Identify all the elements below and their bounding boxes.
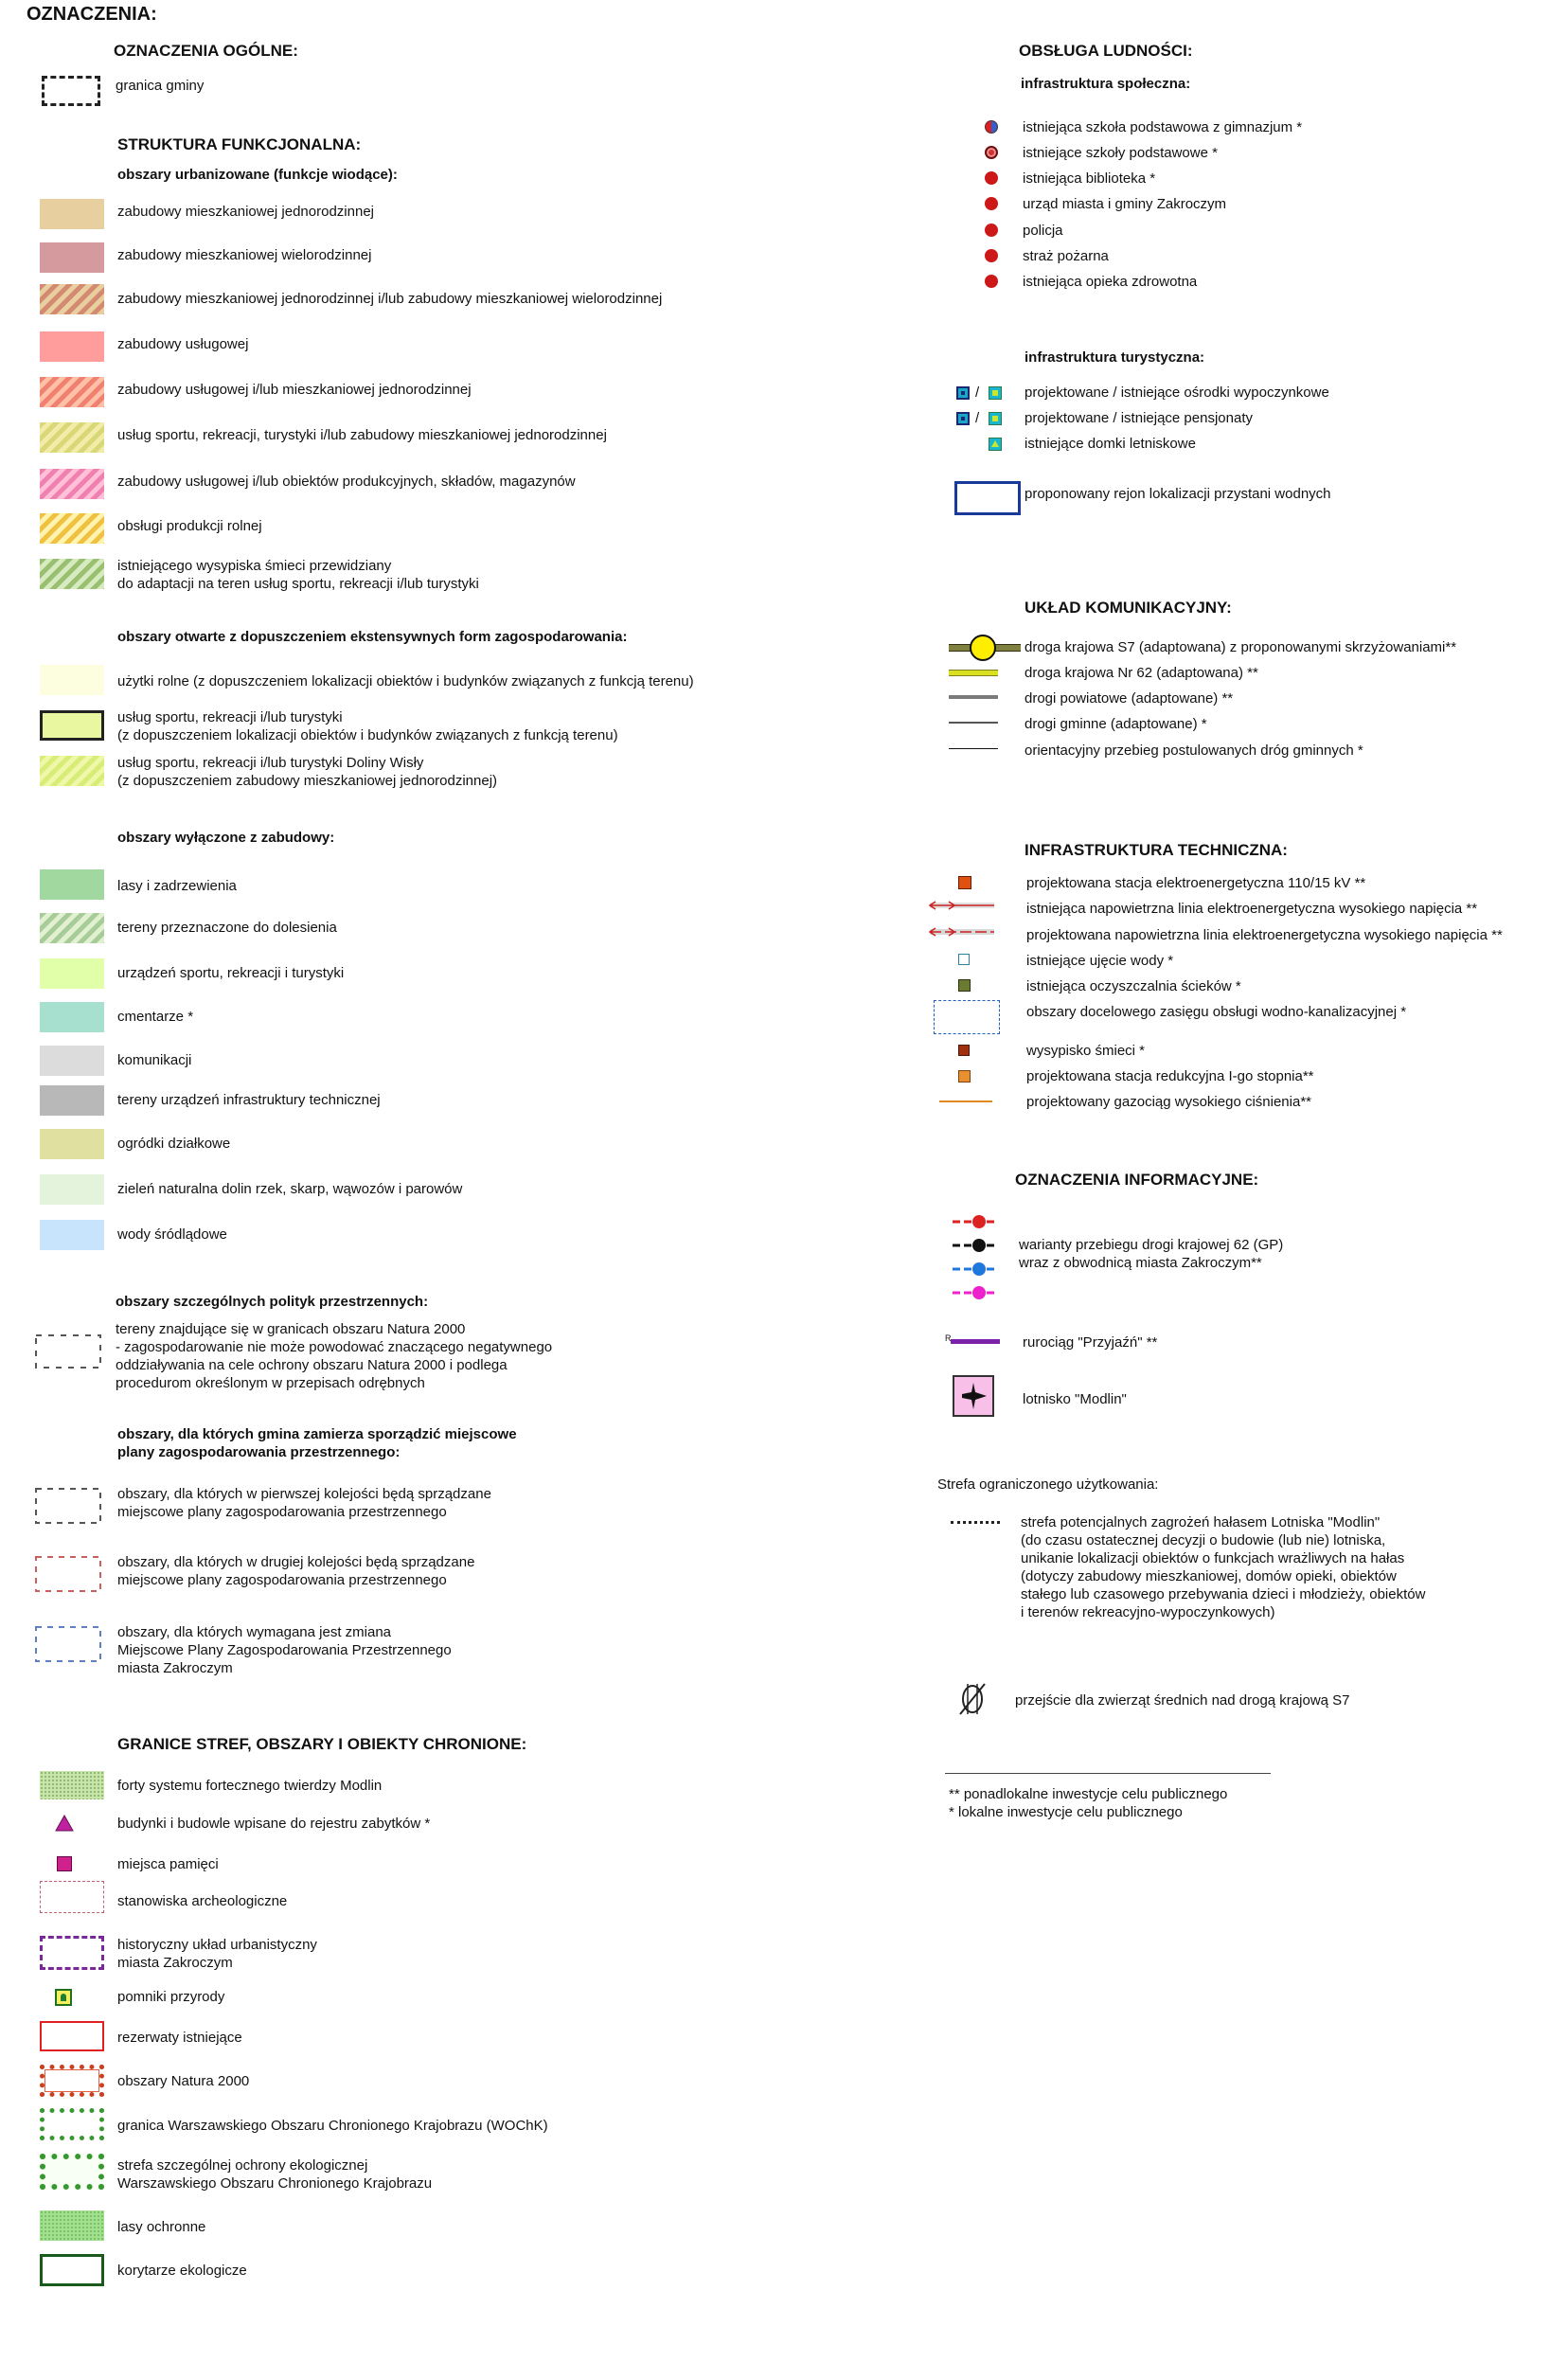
legend-label: droga krajowa S7 (adaptowana) z proponowanymi skrzyżowaniami**: [1025, 639, 1457, 655]
technical-section-title: INFRASTRUKTURA TECHNICZNA:: [1025, 841, 1288, 859]
road-62-variants-icon: [947, 1208, 1004, 1303]
legend-label: istniejąca oczyszczalnia ścieków *: [1026, 978, 1241, 994]
water-intake-icon: [958, 954, 970, 965]
legend-label: istniejąca napowietrzna linia elektroenergetyczna wysokiego napięcia **: [1026, 901, 1478, 917]
school-icon: [985, 146, 998, 159]
legend-label: urząd miasta i gminy Zakroczym: [1023, 196, 1227, 212]
ecological-protection-zone-symbol: [40, 2154, 104, 2190]
marina-area-symbol: [954, 481, 1021, 515]
legend-label: użytki rolne (z dopuszczeniem lokalizacji obiektów i budynków związanych z funkcją terenu): [117, 673, 694, 689]
substation-icon: [958, 876, 971, 889]
legend-label: miejsca pamięci: [117, 1856, 219, 1872]
legend-label: usług sportu, rekreacji, turystyki i/lub zabudowy mieszkaniowej jednorodzinnej: [117, 427, 607, 443]
legend-label: do adaptacji na teren usług sportu, rekreacji i/lub turystyki: [117, 576, 479, 592]
legend-label: droga krajowa Nr 62 (adaptowana) **: [1025, 665, 1258, 681]
restricted-line-4: (dotyczy zabudowy mieszkaniowej, domów opieki, obiektów: [1021, 1568, 1397, 1584]
legend-label: lasy ochronne: [117, 2219, 206, 2235]
legend-swatch: [40, 422, 104, 453]
legend-label: (z dopuszczeniem zabudowy mieszkaniowej jednorodzinnej): [117, 773, 498, 789]
legend-swatch: [40, 665, 104, 695]
plan-area-dashed-symbol: [34, 1625, 102, 1663]
reserve-symbol: [40, 2021, 104, 2051]
junction-icon: [970, 635, 996, 661]
legend-swatch: [40, 710, 104, 741]
legend-label: historyczny układ urbanistyczny: [117, 1937, 317, 1953]
water-sewage-range-symbol: [934, 1000, 1000, 1034]
monument-triangle-icon: [55, 1815, 74, 1832]
legend-label: miejscowe plany zagospodarowania przestrzennego: [117, 1572, 447, 1588]
gas-reduction-station-icon: [958, 1070, 971, 1083]
landfill-icon: [958, 1045, 970, 1056]
animal-crossing-icon: [956, 1680, 989, 1718]
legend-label: miasta Zakroczym: [117, 1955, 233, 1971]
historic-urban-layout-symbol: [40, 1936, 104, 1970]
legend-swatch: [40, 513, 104, 544]
urbanized-subtitle: obszary urbanizowane (funkcje wiodące):: [117, 167, 398, 183]
legend-label: pomniki przyrody: [117, 1989, 225, 2005]
school-gymnasium-icon: [985, 120, 998, 134]
legend-label: forty systemu fortecznego twierdzy Modlin: [117, 1778, 383, 1794]
postulated-road-line: [949, 748, 998, 749]
plans-subtitle-2: plany zagospodarowania przestrzennego:: [117, 1444, 401, 1460]
legend-label: istniejące szkoły podstawowe *: [1023, 145, 1218, 161]
legend-label: Miejscowe Plany Zagospodarowania Przestrzennego: [117, 1642, 452, 1658]
legend-swatch: [40, 469, 104, 499]
legend-label: projektowane / istniejące ośrodki wypoczynkowe: [1025, 385, 1329, 401]
legend-swatch: [40, 958, 104, 989]
district-road-line: [949, 695, 998, 699]
legend-label: wysypisko śmieci *: [1026, 1043, 1146, 1059]
resort-planned-icon: [956, 386, 970, 400]
legend-swatch: [40, 377, 104, 407]
legend-swatch: [40, 1129, 104, 1159]
legend-label: lotnisko "Modlin": [1023, 1391, 1127, 1407]
legend-label: miejscowe plany zagospodarowania przestrzennego: [117, 1504, 447, 1520]
legend-label: zabudowy mieszkaniowej jednorodzinnej i/lub zabudowy mieszkaniowej wielorodzinnej: [117, 291, 663, 307]
legend-label: strefa szczególnej ochrony ekologicznej: [117, 2157, 368, 2174]
legend-label: istniejąca opieka zdrowotna: [1023, 274, 1198, 290]
social-infra-subtitle: infrastruktura społeczna:: [1021, 76, 1191, 92]
legend-label: warianty przebiegu drogi krajowej 62 (GP): [1019, 1237, 1284, 1253]
restricted-line-6: i terenów rekreacyjno-wypoczynkowych): [1021, 1604, 1275, 1620]
police-icon: [985, 224, 998, 237]
legend-swatch: [40, 331, 104, 362]
summer-house-icon: [989, 438, 1002, 451]
legend-label: istniejące domki letniskowe: [1025, 436, 1196, 452]
legend-label: obszary, dla których wymagana jest zmiana: [117, 1624, 392, 1640]
general-section-title: OZNACZENIA OGÓLNE:: [114, 42, 298, 60]
legend-label: usług sportu, rekreacji i/lub turystyki Doliny Wisły: [117, 755, 424, 771]
protective-forest-symbol: [40, 2210, 104, 2241]
legend-label: straż pożarna: [1023, 248, 1109, 264]
legend-label: projektowana stacja redukcyjna I-go stopnia**: [1026, 1068, 1314, 1084]
archaeological-site-symbol: [40, 1881, 104, 1913]
legend-label: obszary, dla których w drugiej kolejości będą sprządzane: [117, 1554, 475, 1570]
open-areas-subtitle: obszary otwarte z dopuszczeniem ekstensywnych form zagospodarowania:: [117, 629, 628, 645]
legend-label: policja: [1023, 223, 1063, 239]
legend-label: zabudowy mieszkaniowej jednorodzinnej: [117, 204, 374, 220]
fire-station-icon: [985, 249, 998, 262]
legend-label: ogródki działkowe: [117, 1136, 231, 1152]
natura-area-dashed-symbol: [34, 1333, 102, 1369]
legend-label: istniejące ujęcie wody *: [1026, 953, 1174, 969]
restricted-line-2: (do czasu ostatecznej decyzji o budowie (lub nie) lotniska,: [1021, 1532, 1386, 1548]
legend-swatch: [40, 242, 104, 273]
legend-title: OZNACZENIA:: [27, 4, 157, 25]
legend-label: urządzeń sportu, rekreacji i turystyki: [117, 965, 345, 981]
legend-label: wraz z obwodnicą miasta Zakroczym**: [1019, 1255, 1262, 1271]
services-section-title: OBSŁUGA LUDNOŚCI:: [1019, 42, 1193, 60]
legend-label: komunikacji: [117, 1052, 192, 1068]
legend-label: zabudowy mieszkaniowej wielorodzinnej: [117, 247, 372, 263]
legend-label: usług sportu, rekreacji i/lub turystyki: [117, 709, 343, 725]
noise-zone-line: [951, 1521, 1000, 1527]
legend-label: zabudowy usługowej i/lub mieszkaniowej jednorodzinnej: [117, 382, 472, 398]
legend-label: przejście dla zwierząt średnich nad drogą krajową S7: [1015, 1692, 1350, 1709]
existing-power-line-icon: [928, 898, 996, 913]
nature-monument-icon: [55, 1989, 72, 2006]
natura2000-symbol: [40, 2065, 104, 2097]
legend-label: orientacyjny przebieg postulowanych dróg gminnych *: [1025, 743, 1363, 759]
legend-label: projektowana stacja elektroenergetyczna 110/15 kV **: [1026, 875, 1366, 891]
legend-label: granica Warszawskiego Obszaru Chronionego Krajobrazu (WOChK): [117, 2118, 548, 2134]
legend-label: obszary Natura 2000: [117, 2073, 250, 2089]
restricted-line-3: unikanie lokalizacji obiektów o funkcjach wrażliwych na hałas: [1021, 1550, 1405, 1566]
legend-label: miasta Zakroczym: [117, 1660, 233, 1676]
municipality-border-symbol: [42, 76, 100, 106]
legend-swatch: [40, 869, 104, 900]
policies-subtitle: obszary szczególnych polityk przestrzennych:: [116, 1294, 429, 1310]
info-section-title: OZNACZENIA INFORMACYJNE:: [1015, 1171, 1259, 1189]
legend-label: istniejąca szkoła podstawowa z gimnazjum *: [1023, 119, 1303, 135]
legend-swatch: [40, 1002, 104, 1032]
healthcare-icon: [985, 275, 998, 288]
legend-swatch: [40, 756, 104, 786]
plan-area-dashed-symbol: [34, 1487, 102, 1525]
planned-power-line-icon: [928, 924, 996, 939]
plan-area-dashed-symbol: [34, 1555, 102, 1593]
airport-icon: [953, 1375, 994, 1417]
legend-label: obszary docelowego zasięgu obsługi wodno-kanalizacyjnej *: [1026, 1004, 1407, 1020]
legend-label: obszary, dla których w pierwszej kolejości będą sprządzane: [117, 1486, 491, 1502]
legend-swatch: [40, 1085, 104, 1116]
legend-label: projektowana napowietrzna linia elektroenergetyczna wysokiego napięcia **: [1026, 927, 1503, 943]
footnote-divider: [945, 1773, 1271, 1774]
legend-label: zieleń naturalna dolin rzek, skarp, wąwozów i parowów: [117, 1181, 463, 1197]
legend-label: (z dopuszczeniem lokalizacji obiektów i budynków związanych z funkcją terenu): [117, 727, 618, 743]
legend-label: tereny przeznaczone do dolesienia: [117, 920, 337, 936]
legend-label: tereny urządzeń infrastruktury technicznej: [117, 1092, 381, 1108]
legend-swatch: [40, 913, 104, 943]
footnote-local: * lokalne inwestycje celu publicznego: [949, 1804, 1183, 1820]
legend-swatch: [40, 1174, 104, 1205]
policies-label-4: procedurom określonym w przepisach odrębnych: [116, 1375, 425, 1391]
town-hall-icon: [985, 197, 998, 210]
legend-label: zabudowy usługowej: [117, 336, 249, 352]
guesthouse-existing-icon: [989, 412, 1002, 425]
sewage-plant-icon: [958, 979, 971, 992]
resort-existing-icon: [989, 386, 1002, 400]
national-road-62-line: [949, 670, 998, 676]
gas-pipeline-line: [939, 1100, 992, 1102]
legend-label: zabudowy usługowej i/lub obiektów produkcyjnych, składów, magazynów: [117, 474, 576, 490]
legend-label: lasy i zadrzewienia: [117, 878, 237, 894]
excluded-areas-subtitle: obszary wyłączone z zabudowy:: [117, 830, 335, 846]
legend-swatch: [40, 1220, 104, 1250]
legend-label: projektowane / istniejące pensjonaty: [1025, 410, 1253, 426]
tourism-infra-subtitle: infrastruktura turystyczna:: [1025, 349, 1205, 366]
legend-swatch: [40, 559, 104, 589]
policies-label-2: - zagospodarowanie nie może powodować znaczącego negatywnego: [116, 1339, 553, 1355]
restricted-line-1: strefa potencjalnych zagrożeń hałasem Lotniska "Modlin": [1021, 1514, 1381, 1530]
legend-label: istniejąca biblioteka *: [1023, 170, 1156, 187]
library-icon: [985, 171, 998, 185]
restricted-line-5: stałego lub czasowego przebywania dzieci i młodzieży, obiektów: [1021, 1586, 1426, 1602]
plans-subtitle-1: obszary, dla których gmina zamierza sporządzić miejscowe: [117, 1426, 517, 1442]
legend-label: drogi powiatowe (adaptowane) **: [1025, 690, 1234, 707]
municipal-road-line: [949, 722, 998, 724]
policies-label-3: oddziaływania na cele ochrony obszaru Natura 2000 i podlega: [116, 1357, 508, 1373]
pipeline-line: [951, 1339, 1000, 1344]
legend-label: istniejącego wysypiska śmieci przewidziany: [117, 558, 392, 574]
legend-swatch: [40, 199, 104, 229]
legend-label: granica gminy: [116, 78, 205, 94]
legend-label: korytarze ekologicze: [117, 2263, 247, 2279]
forts-symbol: [40, 1771, 104, 1799]
legend-label: projektowany gazociąg wysokiego ciśnienia**: [1026, 1094, 1312, 1110]
legend-label: proponowany rejon lokalizacji przystani wodnych: [1025, 486, 1331, 502]
wochk-border-symbol: [40, 2108, 104, 2140]
footnote-supra-local: ** ponadlokalne inwestycje celu publicznego: [949, 1786, 1228, 1802]
legend-label: rezerwaty istniejące: [117, 2030, 242, 2046]
restricted-zone-title: Strefa ograniczonego użytkowania:: [937, 1476, 1159, 1493]
protected-section-title: GRANICE STREF, OBSZARY I OBIEKTY CHRONIONE:: [117, 1735, 527, 1753]
functional-section-title: STRUKTURA FUNKCJONALNA:: [117, 135, 362, 153]
transport-section-title: UKŁAD KOMUNIKACYJNY:: [1025, 599, 1232, 617]
legend-swatch: [40, 1046, 104, 1076]
ecological-corridor-symbol: [40, 2254, 104, 2286]
legend-swatch: [40, 284, 104, 314]
guesthouse-planned-icon: [956, 412, 970, 425]
legend-label: Warszawskiego Obszaru Chronionego Krajobrazu: [117, 2175, 433, 2192]
policies-label-1: tereny znajdujące się w granicach obszaru Natura 2000: [116, 1321, 466, 1337]
legend-label: cmentarze *: [117, 1009, 194, 1025]
legend-label: stanowiska archeologiczne: [117, 1893, 288, 1909]
legend-label: drogi gminne (adaptowane) *: [1025, 716, 1207, 732]
memorial-place-icon: [57, 1856, 72, 1871]
legend-label: wody śródlądowe: [117, 1226, 227, 1243]
legend-label: obsługi produkcji rolnej: [117, 518, 262, 534]
legend-label: budynki i budowle wpisane do rejestru zabytków *: [117, 1816, 431, 1832]
legend-label: rurociąg "Przyjaźń" **: [1023, 1334, 1158, 1351]
